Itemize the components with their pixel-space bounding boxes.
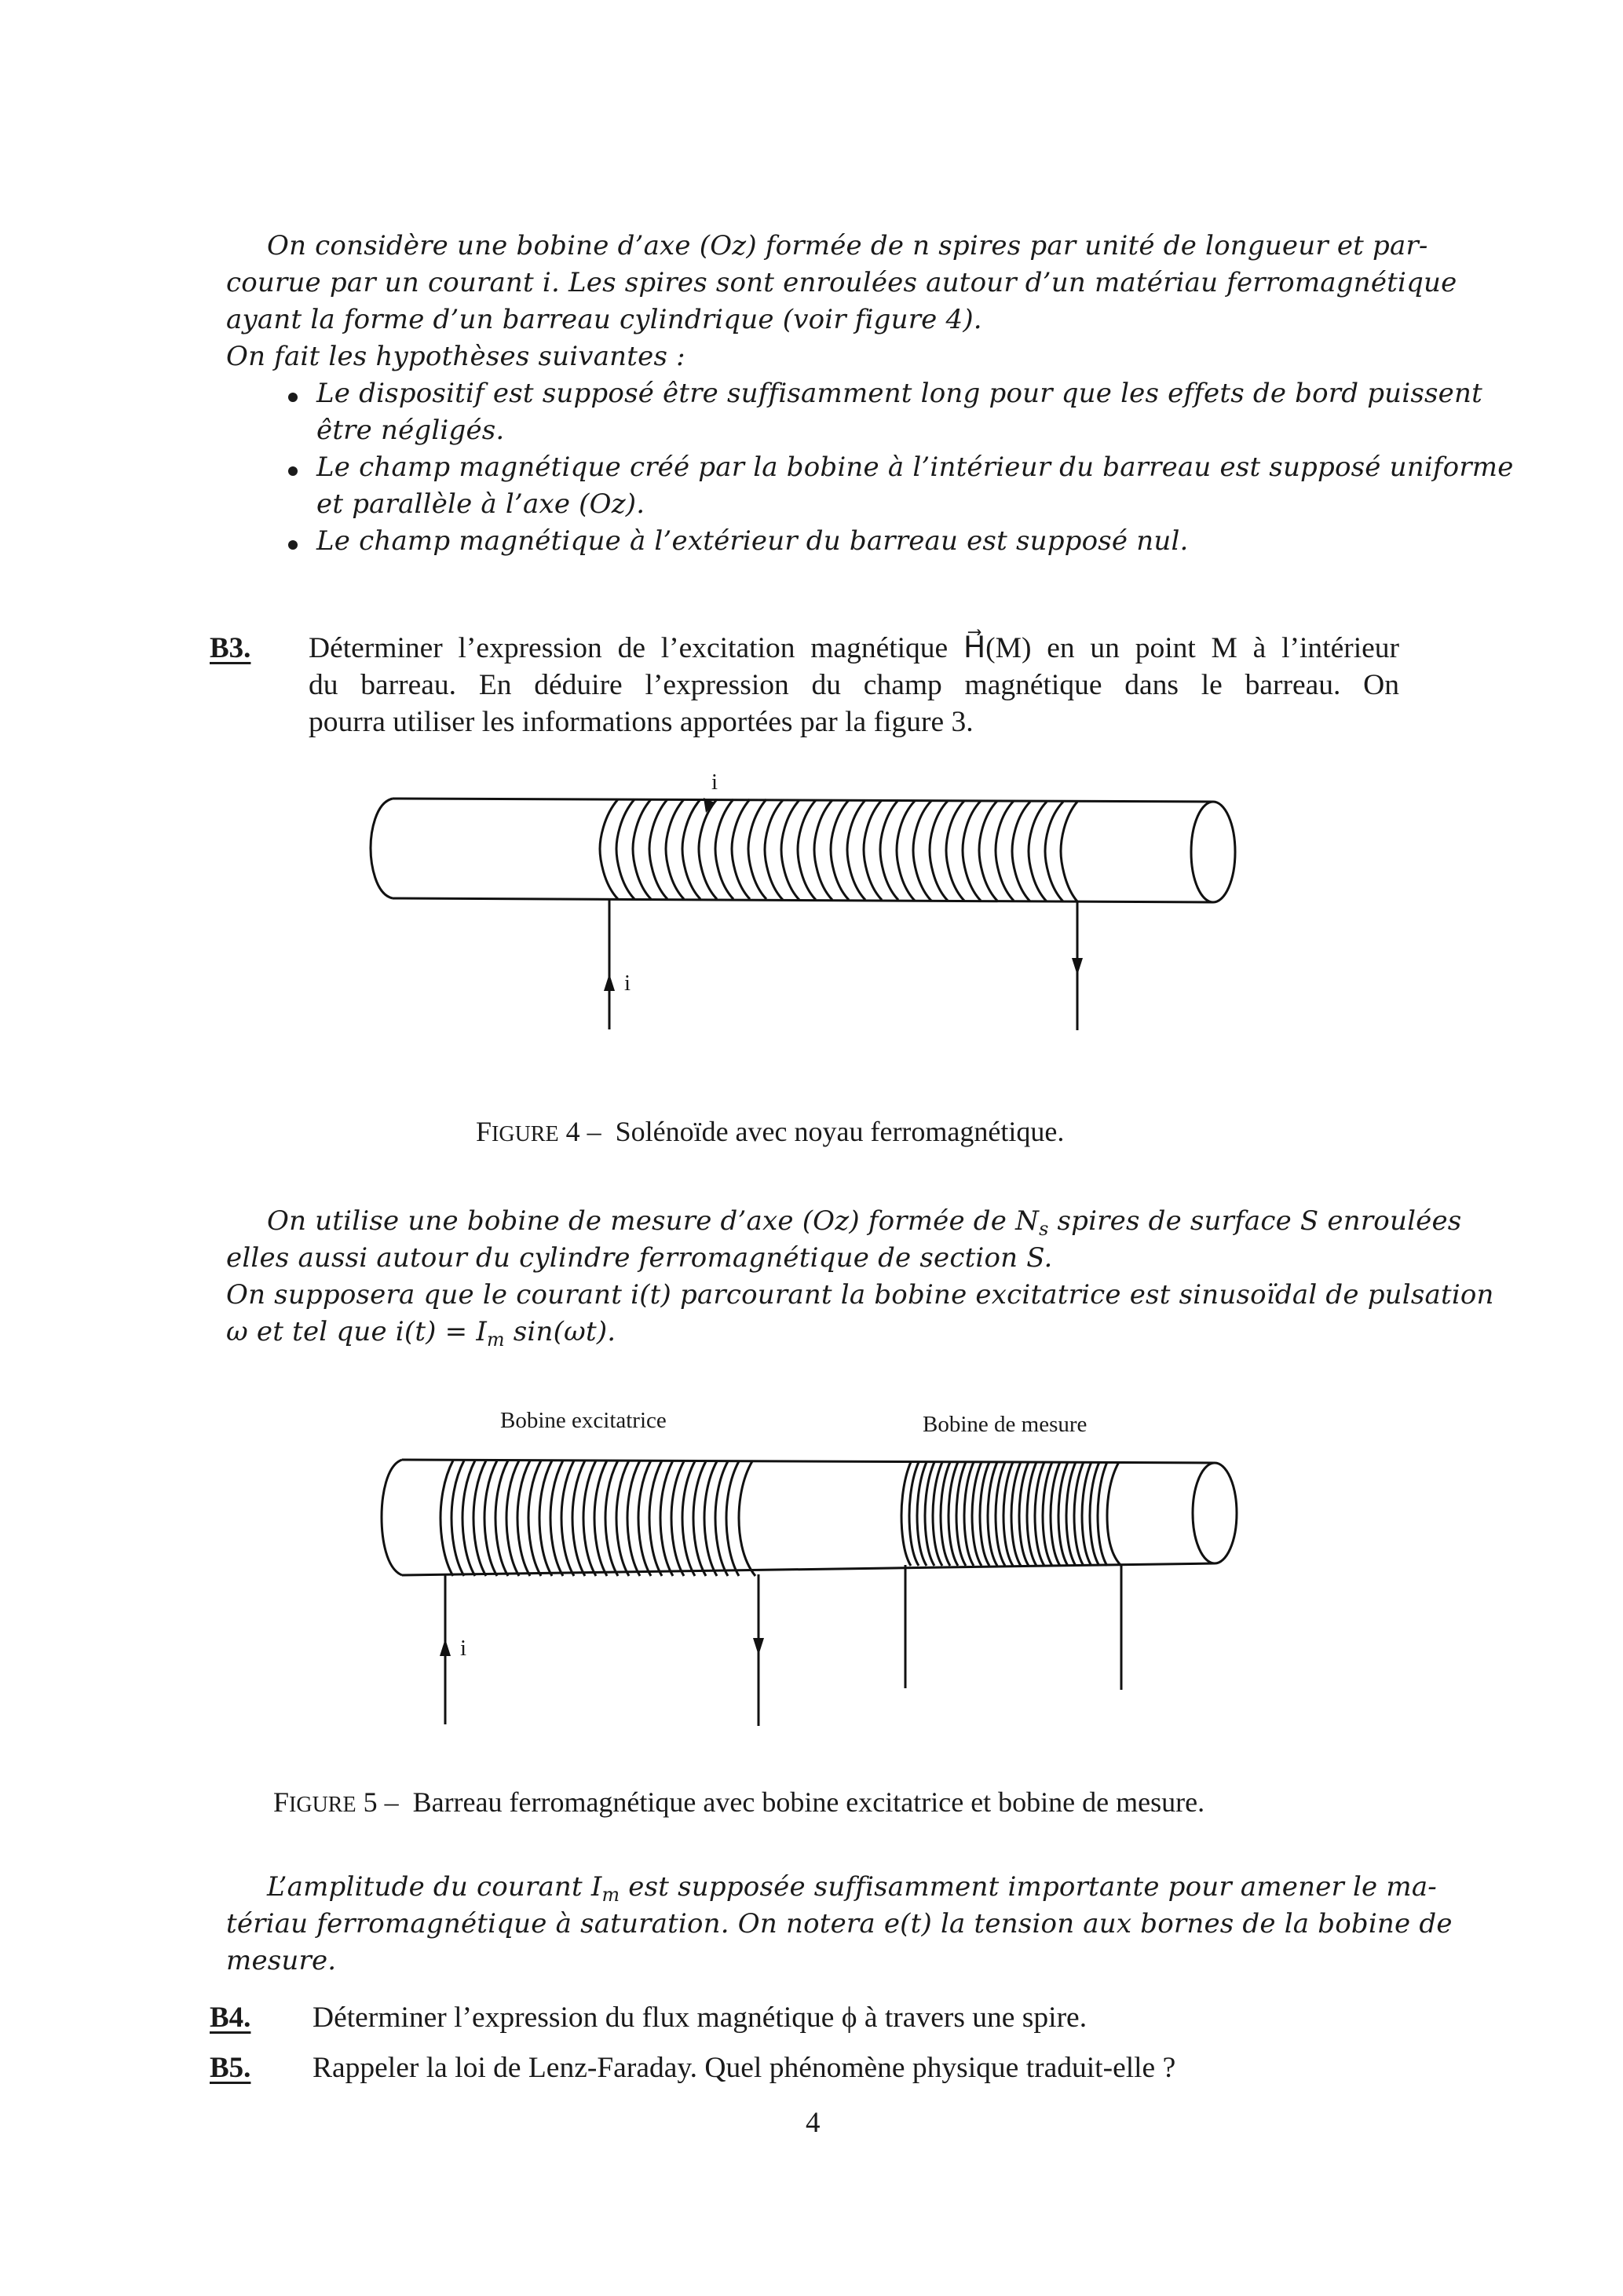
text: est supposée suffisamment importante pour amener le ma- — [620, 1871, 1437, 1903]
caption-text: Solénoïde avec noyau ferromagnétique. — [615, 1116, 1065, 1147]
caption-figure-word-rest: IGURE — [492, 1122, 559, 1146]
page-number: 4 — [806, 2107, 821, 2139]
intro-line-4: On fait les hypothèses suivantes : — [226, 341, 685, 372]
subscript: m — [601, 1884, 620, 1907]
caption-figure-word-rest: IGURE — [289, 1793, 356, 1817]
intro-line-2: courue par un courant i. Les spires sont enroulées autour d’un matériau ferromagnétique — [226, 267, 1457, 298]
text: L’amplitude du courant I — [267, 1871, 602, 1903]
caption-figure-word-initial: F — [476, 1116, 492, 1147]
hypothesis-1-line-2: être négligés. — [316, 415, 505, 446]
figure-4-current-label-lead: i — [624, 971, 631, 996]
text: On utilise une bobine de mesure d’axe (Oz) formée de N — [267, 1205, 1040, 1237]
hypothesis-1-line-1: Le dispositif est supposé être suffisamment long pour que les effets de bord puissent — [316, 378, 1482, 409]
caption-number: 5 – — [363, 1786, 399, 1818]
measure-paragraph-line-2: elles aussi autour du cylindre ferromagnétique de section S. — [226, 1242, 1053, 1274]
saturation-paragraph-line-3: mesure. — [226, 1945, 337, 1976]
figure-5-caption — [273, 1784, 1204, 1823]
caption-figure-word-initial: F — [273, 1786, 290, 1818]
question-b4-label: B4. — [210, 2002, 251, 2034]
question-b5-text: Rappeler la loi de Lenz-Faraday. Quel phénomène physique traduit-elle ? — [313, 2052, 1176, 2084]
subscript: m — [486, 1329, 505, 1351]
caption-text: Barreau ferromagnétique avec bobine excitatrice et bobine de mesure. — [412, 1786, 1205, 1818]
text: sin(ωt). — [504, 1316, 616, 1347]
hypothesis-2-line-2: et parallèle à l’axe (Oz). — [316, 488, 645, 520]
hypothesis-2-line-1: Le champ magnétique créé par la bobine à l’intérieur du barreau est supposé uniforme — [316, 452, 1514, 483]
text: spires de surface S enroulées — [1048, 1205, 1462, 1237]
question-b3-label: B3. — [210, 632, 251, 664]
intro-line-3: ayant la forme d’un barreau cylindrique (voir figure 4). — [226, 304, 982, 335]
figure-4-current-label-top: i — [711, 770, 718, 795]
question-b3-line-1: Déterminer l’expression de l’excitation magnétique H⃗(M) en un point M à l’intérieur — [309, 632, 1399, 664]
figure-5-label-measure-coil: Bobine de mesure — [923, 1412, 1087, 1437]
measure-paragraph-line-3: On supposera que le courant i(t) parcourant la bobine excitatrice est sinusoïdal de pulsation — [226, 1279, 1494, 1311]
figure-5-label-excitation-coil: Bobine excitatrice — [500, 1408, 667, 1433]
question-b4-text: Déterminer l’expression du flux magnétique ϕ à travers une spire. — [313, 2002, 1087, 2034]
question-b3-line-2: du barreau. En déduire l’expression du champ magnétique dans le barreau. On — [309, 669, 1399, 701]
subscript: s — [1039, 1218, 1049, 1241]
text: ω et tel que i(t) = I — [226, 1316, 487, 1347]
intro-line-1: On considère une bobine d’axe (Oz) formée de n spires par unité de longueur et par- — [267, 230, 1428, 261]
saturation-paragraph-line-2: tériau ferromagnétique à saturation. On notera e(t) la tension aux bornes de la bobine de — [226, 1908, 1453, 1940]
question-b5-label: B5. — [210, 2052, 251, 2084]
figure-5-current-label: i — [460, 1636, 467, 1661]
question-b3-line-3: pourra utiliser les informations apportées par la figure 3. — [309, 706, 974, 738]
caption-number: 4 – — [565, 1116, 601, 1147]
hypothesis-3-line-1: Le champ magnétique à l’extérieur du barreau est supposé nul. — [316, 525, 1189, 557]
